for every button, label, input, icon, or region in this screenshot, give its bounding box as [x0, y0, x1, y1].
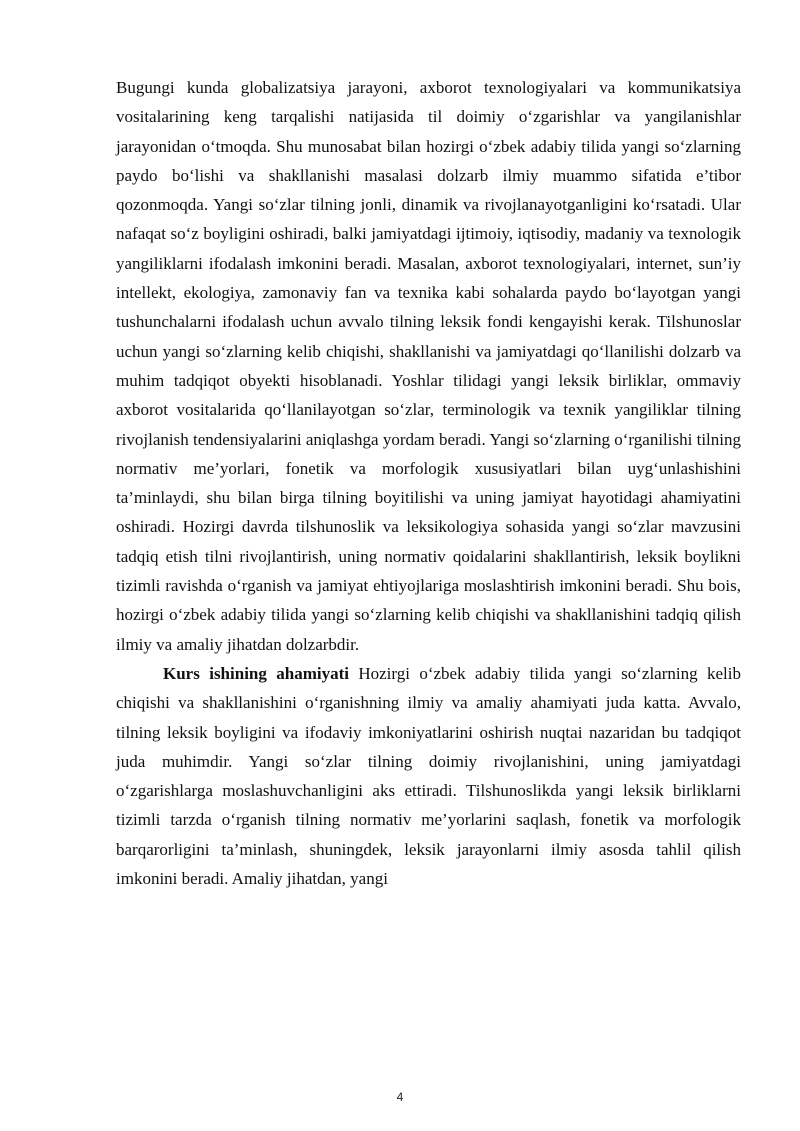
paragraph-significance	[116, 659, 741, 893]
section-heading: Kurs ishining ahamiyati	[163, 663, 349, 683]
document-body	[116, 73, 741, 893]
paragraph-significance-text: Hozirgi o‘zbek adabiy tilida yangi so‘zlarning kelib chiqishi va shakllanishini o‘rganishning ilmiy va amaliy ahamiyati juda katta. Avvalo, tilning leksik boyligini va ifodaviy imkoniyatlarini oshirish nuqtai nazaridan bu tadqiqot juda muhimdir. Yangi so‘zlar tilning doimiy rivojlanishini, uning jamiyatdagi o‘zgarishlarga moslashuvchanligini aks ettiradi. Tilshunoslikda yangi leksik birliklarni tizimli tarzda o‘rganish tilning normativ me’yorlarini saqlash, fonetik va morfologik barqarorligini ta’minlash, shuningdek, leksik jarayonlarni ilmiy asosda tahlil qilish imkonini beradi. Amaliy jihatdan, yangi	[116, 663, 741, 889]
paragraph-intro: Bugungi kunda globalizatsiya jarayoni, axborot texnologiyalari va kommunikatsiya vositalarining keng tarqalishi natijasida til doimiy o‘zgarishlar va yangilanishlar jarayonidan o‘tmoqda. Shu munosabat bilan hozirgi o‘zbek adabiy tilida yangi so‘zlarning paydo bo‘lishi va shakllanishi masalasi dolzarb ilmiy muammo sifatida e’tibor qozonmoqda. Yangi so‘zlar tilning jonli, dinamik va rivojlanayotganligini ko‘rsatadi. Ular nafaqat so‘z boyligini oshiradi, balki jamiyatdagi ijtimoiy, iqtisodiy, madaniy va texnologik yangiliklarni ifodalash imkonini beradi. Masalan, axborot texnologiyalari, internet, sun’iy intellekt, ekologiya, zamonaviy fan va texnika kabi sohalarda paydo bo‘layotgan yangi tushunchalarni ifodalash uchun avvalo tilning leksik fondi kengayishi kerak. Tilshunoslar uchun yangi so‘zlarning kelib chiqishi, shakllanishi va jamiyatdagi qo‘llanilishi dolzarb va muhim tadqiqot obyekti hisoblanadi. Yoshlar tilidagi yangi leksik birliklar, ommaviy axborot vositalarida qo‘llanilayotgan so‘zlar, terminologik va texnik yangiliklar tilning rivojlanish tendensiyalarini aniqlashga yordam beradi. Yangi so‘zlarning o‘rganilishi tilning normativ me’yorlari, fonetik va morfologik xususiyatlari bilan uyg‘unlashishini ta’minlaydi, shu bilan birga tilning boyitilishi va uning jamiyat hayotidagi ahamiyatini oshiradi. Hozirgi davrda tilshunoslik va leksikologiya sohasida yangi so‘zlar mavzusini tadqiq etish tilni rivojlantirish, uning normativ qoidalarini shakllantirish, leksik boylikni tizimli ravishda o‘rganish va jamiyat ehtiyojlariga moslashtirish imkonini beradi. Shu bois, hozirgi o‘zbek adabiy tilida yangi so‘zlarning kelib chiqishi va shakllanishini tadqiq qilish ilmiy va amaliy jihatdan dolzarbdir.	[116, 78, 741, 654]
page-number: 4	[396, 1090, 404, 1104]
